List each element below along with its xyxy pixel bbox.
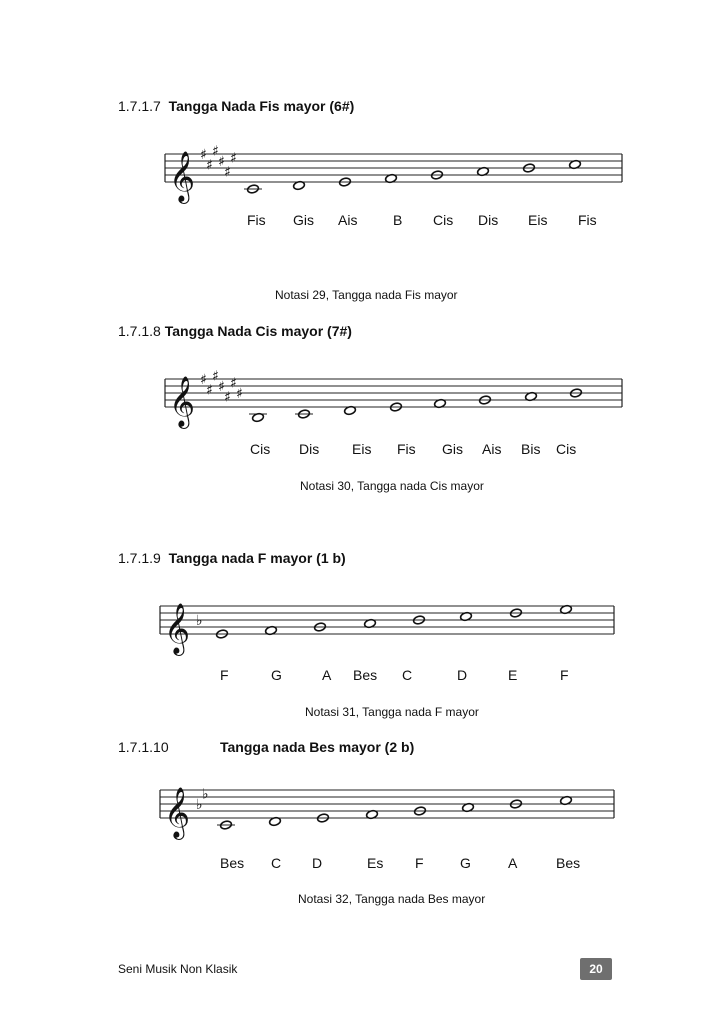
note-name-label: Eis <box>352 441 372 457</box>
note-name-label: A <box>508 855 518 871</box>
note-name-label: Fis <box>397 441 416 457</box>
notation-caption: Notasi 32, Tangga nada Bes mayor <box>298 892 486 906</box>
sharp-icon: ♯ <box>236 386 243 402</box>
note-name-label: Cis <box>250 441 271 457</box>
sharp-icon: ♯ <box>206 382 213 399</box>
note-name-label: F <box>560 667 569 683</box>
sharp-icon: ♯ <box>218 379 225 395</box>
note-name-label: F <box>415 855 424 871</box>
note-name-label: Bis <box>521 441 541 457</box>
section-heading <box>118 739 169 755</box>
note-name-label: Dis <box>478 212 499 228</box>
section-heading <box>118 550 346 566</box>
treble-clef-icon: 𝄞 <box>169 376 196 427</box>
flat-icon: ♭ <box>196 797 203 813</box>
sharp-icon: ♯ <box>230 375 237 392</box>
section-number: 1.7.1.7 <box>118 98 161 114</box>
note-name-label: Dis <box>299 441 320 457</box>
sharp-icon: ♯ <box>224 389 231 406</box>
sharp-icon: ♯ <box>230 150 237 167</box>
sharp-icon: ♯ <box>206 157 213 174</box>
section-heading <box>118 323 352 339</box>
note-name-label: G <box>271 667 282 683</box>
page-number-badge: 20 <box>580 958 612 980</box>
note-name-label: B <box>393 212 403 228</box>
note-name-label: Ais <box>482 441 502 457</box>
note-name-label: Eis <box>528 212 548 228</box>
note-name-label: Fis <box>247 212 266 228</box>
treble-clef-icon: 𝄞 <box>164 603 191 654</box>
treble-clef-icon: 𝄞 <box>164 787 191 838</box>
notation-caption: Notasi 29, Tangga nada Fis mayor <box>275 288 458 302</box>
note-name-label: Es <box>367 855 384 871</box>
flat-icon: ♭ <box>196 613 203 629</box>
section-number: 1.7.1.9 <box>118 550 161 566</box>
note-name-label: G <box>460 855 471 871</box>
note-name-label: F <box>220 667 229 683</box>
sharp-icon: ♯ <box>200 147 207 163</box>
note-name-label: Bes <box>556 855 581 871</box>
treble-clef-icon: 𝄞 <box>169 151 196 202</box>
sharp-icon: ♯ <box>212 368 219 385</box>
note-name-label: Gis <box>293 212 314 228</box>
notation-caption: Notasi 30, Tangga nada Cis mayor <box>300 479 484 493</box>
section-title: Tangga Nada Fis mayor (6#) <box>168 98 355 114</box>
sharp-icon: ♯ <box>218 154 225 170</box>
note-name-label: Bes <box>220 855 245 871</box>
note-name-label: Ais <box>338 212 358 228</box>
section-heading <box>220 739 414 755</box>
section-number: 1.7.1.8 <box>118 323 161 339</box>
flat-icon: ♭ <box>202 786 209 803</box>
note-name-label: Fis <box>578 212 597 228</box>
note-name-label: D <box>457 667 468 683</box>
note-name-label: C <box>271 855 282 871</box>
note-name-label: E <box>508 667 518 683</box>
section-title: Tangga nada F mayor (1 b) <box>168 550 346 566</box>
sharp-icon: ♯ <box>224 164 231 181</box>
note-name-label: C <box>402 667 413 683</box>
note-name-label: D <box>312 855 323 871</box>
sharp-icon: ♯ <box>212 143 219 160</box>
sharp-icon: ♯ <box>200 372 207 388</box>
note-name-label: A <box>322 667 332 683</box>
section-number: 1.7.1.10 <box>118 739 169 755</box>
notation-caption: Notasi 31, Tangga nada F mayor <box>305 705 479 719</box>
footer-book-title: Seni Musik Non Klasik <box>118 962 238 976</box>
note-name-label: Bes <box>353 667 378 683</box>
note-name-label: Gis <box>442 441 463 457</box>
section-title: Tangga nada Bes mayor (2 b) <box>220 739 415 755</box>
note-name-label: Cis <box>433 212 454 228</box>
section-title: Tangga Nada Cis mayor (7#) <box>164 323 352 339</box>
note-name-label: Cis <box>556 441 577 457</box>
